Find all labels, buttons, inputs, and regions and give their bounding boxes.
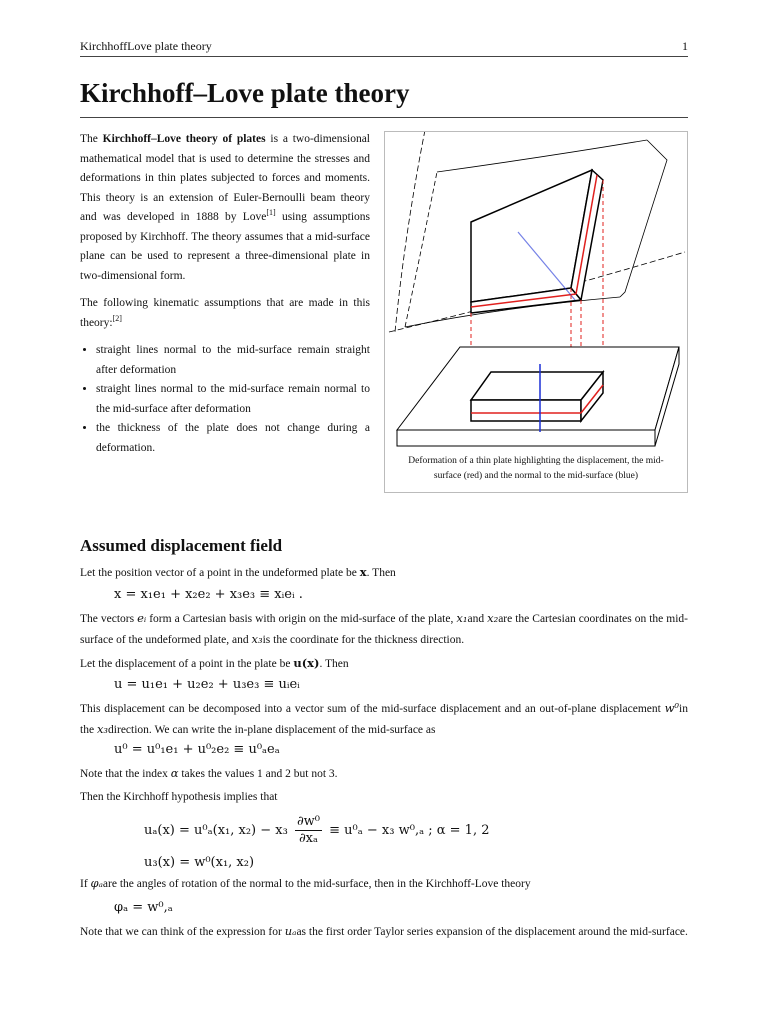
fraction-numerator: ∂w⁰ — [296, 814, 321, 829]
sentence-displacement — [80, 654, 688, 675]
text: is the coordinate for the thickness direction. — [262, 633, 465, 646]
intro-body: is a two-dimensional mathematical model that is used to determine the stresses and deformations in thin plates subjected to forces and moments. This theory is an extension of Euler-Bernoulli beam theory and was developed in 1888 by Love — [80, 133, 370, 223]
page-title: Kirchhoff–Love plate theory — [80, 78, 688, 118]
equation-position: x = x₁e₁ + x₂e₂ + x₃e₃ ≡ xᵢeᵢ . — [114, 587, 303, 602]
equation-out-of-plane: u₃(x) = w⁰(x₁, x₂) — [144, 855, 255, 870]
base-slab-front — [397, 430, 655, 446]
symbol: φₐ — [90, 876, 103, 890]
undeformed-plate-top — [471, 372, 603, 400]
text: and — [467, 613, 488, 625]
symbol: x₃ — [251, 631, 263, 646]
text: are the Cartesian coordinates on the mid-surface of the undeformed plate, and — [80, 613, 688, 646]
sentence-taylor — [80, 922, 688, 943]
list-item: • straight lines normal to the mid-surface remain normal to the mid-surface after deformation — [96, 380, 370, 419]
symbol: eᵢ — [137, 611, 147, 625]
text: takes the values 1 and 2 but not 3. — [178, 768, 338, 780]
text: This displacement can be decomposed into a vector sum of the mid-surface displacement and an out-of-plane displacement — [80, 703, 665, 715]
assumptions-intro — [80, 294, 370, 333]
text: . Then — [319, 658, 349, 670]
sentence-decomposition — [80, 699, 688, 740]
assumptions-list — [80, 341, 370, 458]
symbol: x₁ — [456, 611, 468, 625]
assumptions-text: The following kinematic assumptions that are made in this theory: — [80, 297, 370, 329]
sentence-basis — [80, 609, 688, 650]
symbol: x₃ — [96, 721, 109, 736]
equation-midsurface: u⁰ = u⁰₁e₁ + u⁰₂e₂ ≡ u⁰ₐeₐ — [114, 742, 280, 757]
text: If — [80, 878, 91, 890]
text: as the first order Taylor series expansion of the displacement around the mid-surface. — [296, 926, 688, 938]
curved-surface-edge — [620, 140, 667, 297]
text: . Then — [366, 567, 396, 579]
text: direction. We can write the in-plane displacement of the mid-surface as — [108, 723, 436, 736]
symbol: x — [359, 565, 367, 579]
intro-prefix: The — [80, 133, 103, 145]
page-number: 1 — [682, 39, 688, 53]
equation-displacement: u = u₁e₁ + u₂e₂ + u₃e₃ ≡ uᵢeᵢ — [114, 677, 300, 692]
list-item: • the thickness of the plate does not change during a deformation. — [96, 419, 370, 458]
sentence-position-vector — [80, 563, 688, 584]
ref-link-1[interactable]: [1] — [266, 208, 276, 218]
symbol: uₐ — [284, 924, 297, 938]
sentence-index — [80, 764, 688, 785]
running-header — [80, 38, 688, 57]
text: Let the displacement of a point in the plate be — [80, 658, 294, 670]
list-item: • straight lines normal to the mid-surface remain straight after deformation — [96, 341, 370, 380]
sentence-hypothesis: Then the Kirchhoff hypothesis implies that — [80, 791, 278, 803]
undeformed-plate-front — [471, 400, 581, 421]
equation-rhs: ≡ u⁰ₐ − x₃ w⁰,ₐ ; α = 1, 2 — [329, 823, 490, 838]
symbol: u(x) — [293, 656, 320, 670]
section-heading: Assumed displacement field — [80, 536, 283, 555]
equation-kirchhoff — [144, 814, 490, 847]
plate-diagram — [385, 132, 687, 452]
intro-body-end: using assumptions proposed by Kirchhoff. The theory assumes that a mid-surface plane can be used to represent a three-dimensional plate in two-dimensional form. — [80, 211, 370, 282]
figure-caption: Deformation of a thin plate highlighting the displacement, the mid-surface (red) and the normal to the mid-surface (blue) — [408, 456, 664, 481]
curved-surface — [437, 140, 647, 172]
symbol: α — [170, 766, 179, 780]
running-title: KirchhoffLove plate theory — [80, 39, 212, 53]
symbol: x₂ — [487, 611, 499, 625]
text: Note that we can think of the expression for — [80, 926, 285, 938]
intro-text — [80, 130, 370, 458]
ref-link-2[interactable]: [2] — [112, 313, 122, 323]
symbol: w⁰ — [664, 701, 680, 715]
text: Let the position vector of a point in the undeformed plate be — [80, 567, 360, 579]
theory-name: Kirchhoff–Love theory of plates — [102, 133, 266, 145]
text: are the angles of rotation of the normal to the mid-surface, then in the Kirchhoff-Love theory — [102, 878, 531, 890]
plate-deformation-figure — [384, 131, 688, 493]
text: Note that the index — [80, 768, 171, 780]
intro-paragraph — [80, 130, 370, 286]
text: The vectors — [80, 613, 138, 625]
equation-lhs: uₐ(x) = u⁰ₐ(x₁, x₂) − x₃ — [144, 823, 288, 838]
text: form a Cartesian basis with origin on the mid-surface of the plate, — [146, 613, 457, 625]
text: in the — [80, 703, 688, 736]
fraction — [295, 814, 322, 847]
sentence-rotation — [80, 874, 688, 895]
equation-rotation: φₐ = w⁰,ₐ — [114, 900, 173, 915]
fraction-denominator: ∂xₐ — [298, 831, 319, 846]
curved-surface-front — [405, 172, 437, 327]
